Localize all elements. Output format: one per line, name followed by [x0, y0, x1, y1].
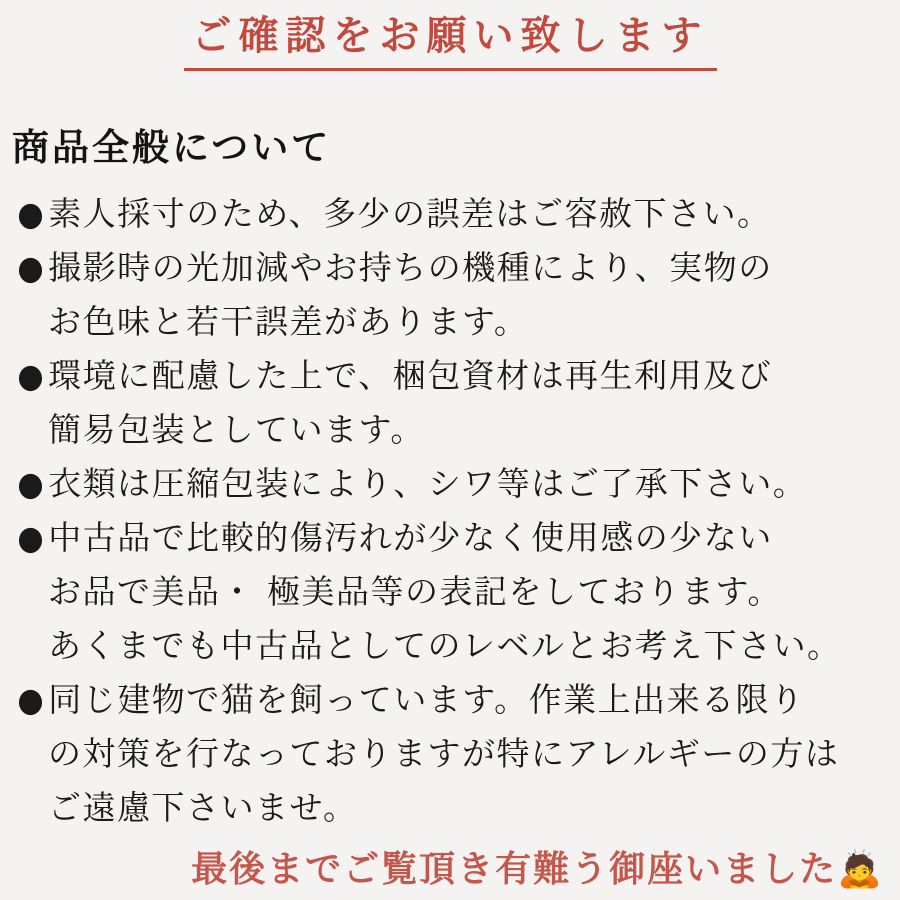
- notice-line: [16, 241, 892, 295]
- notice-line: [16, 511, 892, 565]
- page-header: [0, 0, 900, 71]
- notice-text: あくまでも中古品としてのレベルとお考え下さい。: [48, 626, 842, 665]
- notice-line: [16, 727, 892, 781]
- notice-text: 環境に配慮した上で、梱包資材は再生利用及び: [48, 356, 773, 395]
- footer-thanks-text: 最後までご覧頂き有難う御座いました: [191, 849, 838, 890]
- bowing-person-emoji: 🙇: [837, 849, 884, 890]
- notice-line: [16, 295, 892, 349]
- notice-text: の対策を行なっておりますが特にアレルギーの方は: [48, 734, 840, 773]
- notice-line: [16, 781, 892, 835]
- notice-text: 撮影時の光加減やお持ちの機種により、実物の: [48, 248, 773, 287]
- notice-list: [16, 187, 892, 835]
- bullet-dot-icon: ●: [17, 248, 46, 287]
- notice-item: [16, 511, 892, 673]
- notice-item: [16, 457, 892, 511]
- notice-line: [16, 565, 892, 619]
- notice-line: [16, 457, 892, 511]
- notice-text: 中古品で比較的傷汚れが少なく使用感の少ない: [48, 518, 773, 557]
- bullet-dot-icon: ●: [17, 194, 46, 233]
- notice-text: 衣類は圧縮包装により、シワ等はご了承下さい。: [48, 464, 808, 503]
- notice-item: [16, 673, 892, 835]
- bullet-dot-icon: ●: [17, 356, 46, 395]
- notice-line: [16, 349, 892, 403]
- bullet-dot-icon: ●: [17, 464, 46, 503]
- notice-text: 素人採寸のため、多少の誤差はご容赦下さい。: [48, 194, 772, 233]
- notice-item: [16, 187, 892, 241]
- notice-item: [16, 241, 892, 349]
- notice-text: ご遠慮下さいませ。: [48, 788, 358, 827]
- notice-text: お品で美品・ 極美品等の表記をしております。: [48, 572, 782, 611]
- notice-text: 同じ建物で猫を飼っています。作業上出来る限り: [48, 680, 805, 719]
- section-heading: 商品全般について: [12, 126, 332, 169]
- notice-line: [16, 619, 892, 673]
- notice-item: [16, 349, 892, 457]
- page-title: ご確認をお願い致します: [184, 4, 717, 71]
- bullet-dot-icon: ●: [17, 518, 46, 557]
- notice-line: [16, 673, 892, 727]
- notice-line: [16, 187, 892, 241]
- bullet-dot-icon: ●: [17, 680, 46, 719]
- footer-thanks: [191, 841, 884, 892]
- notice-text: 簡易包装としています。: [48, 410, 425, 449]
- notice-line: [16, 403, 892, 457]
- notice-text: お色味と若干誤差があります。: [48, 302, 529, 341]
